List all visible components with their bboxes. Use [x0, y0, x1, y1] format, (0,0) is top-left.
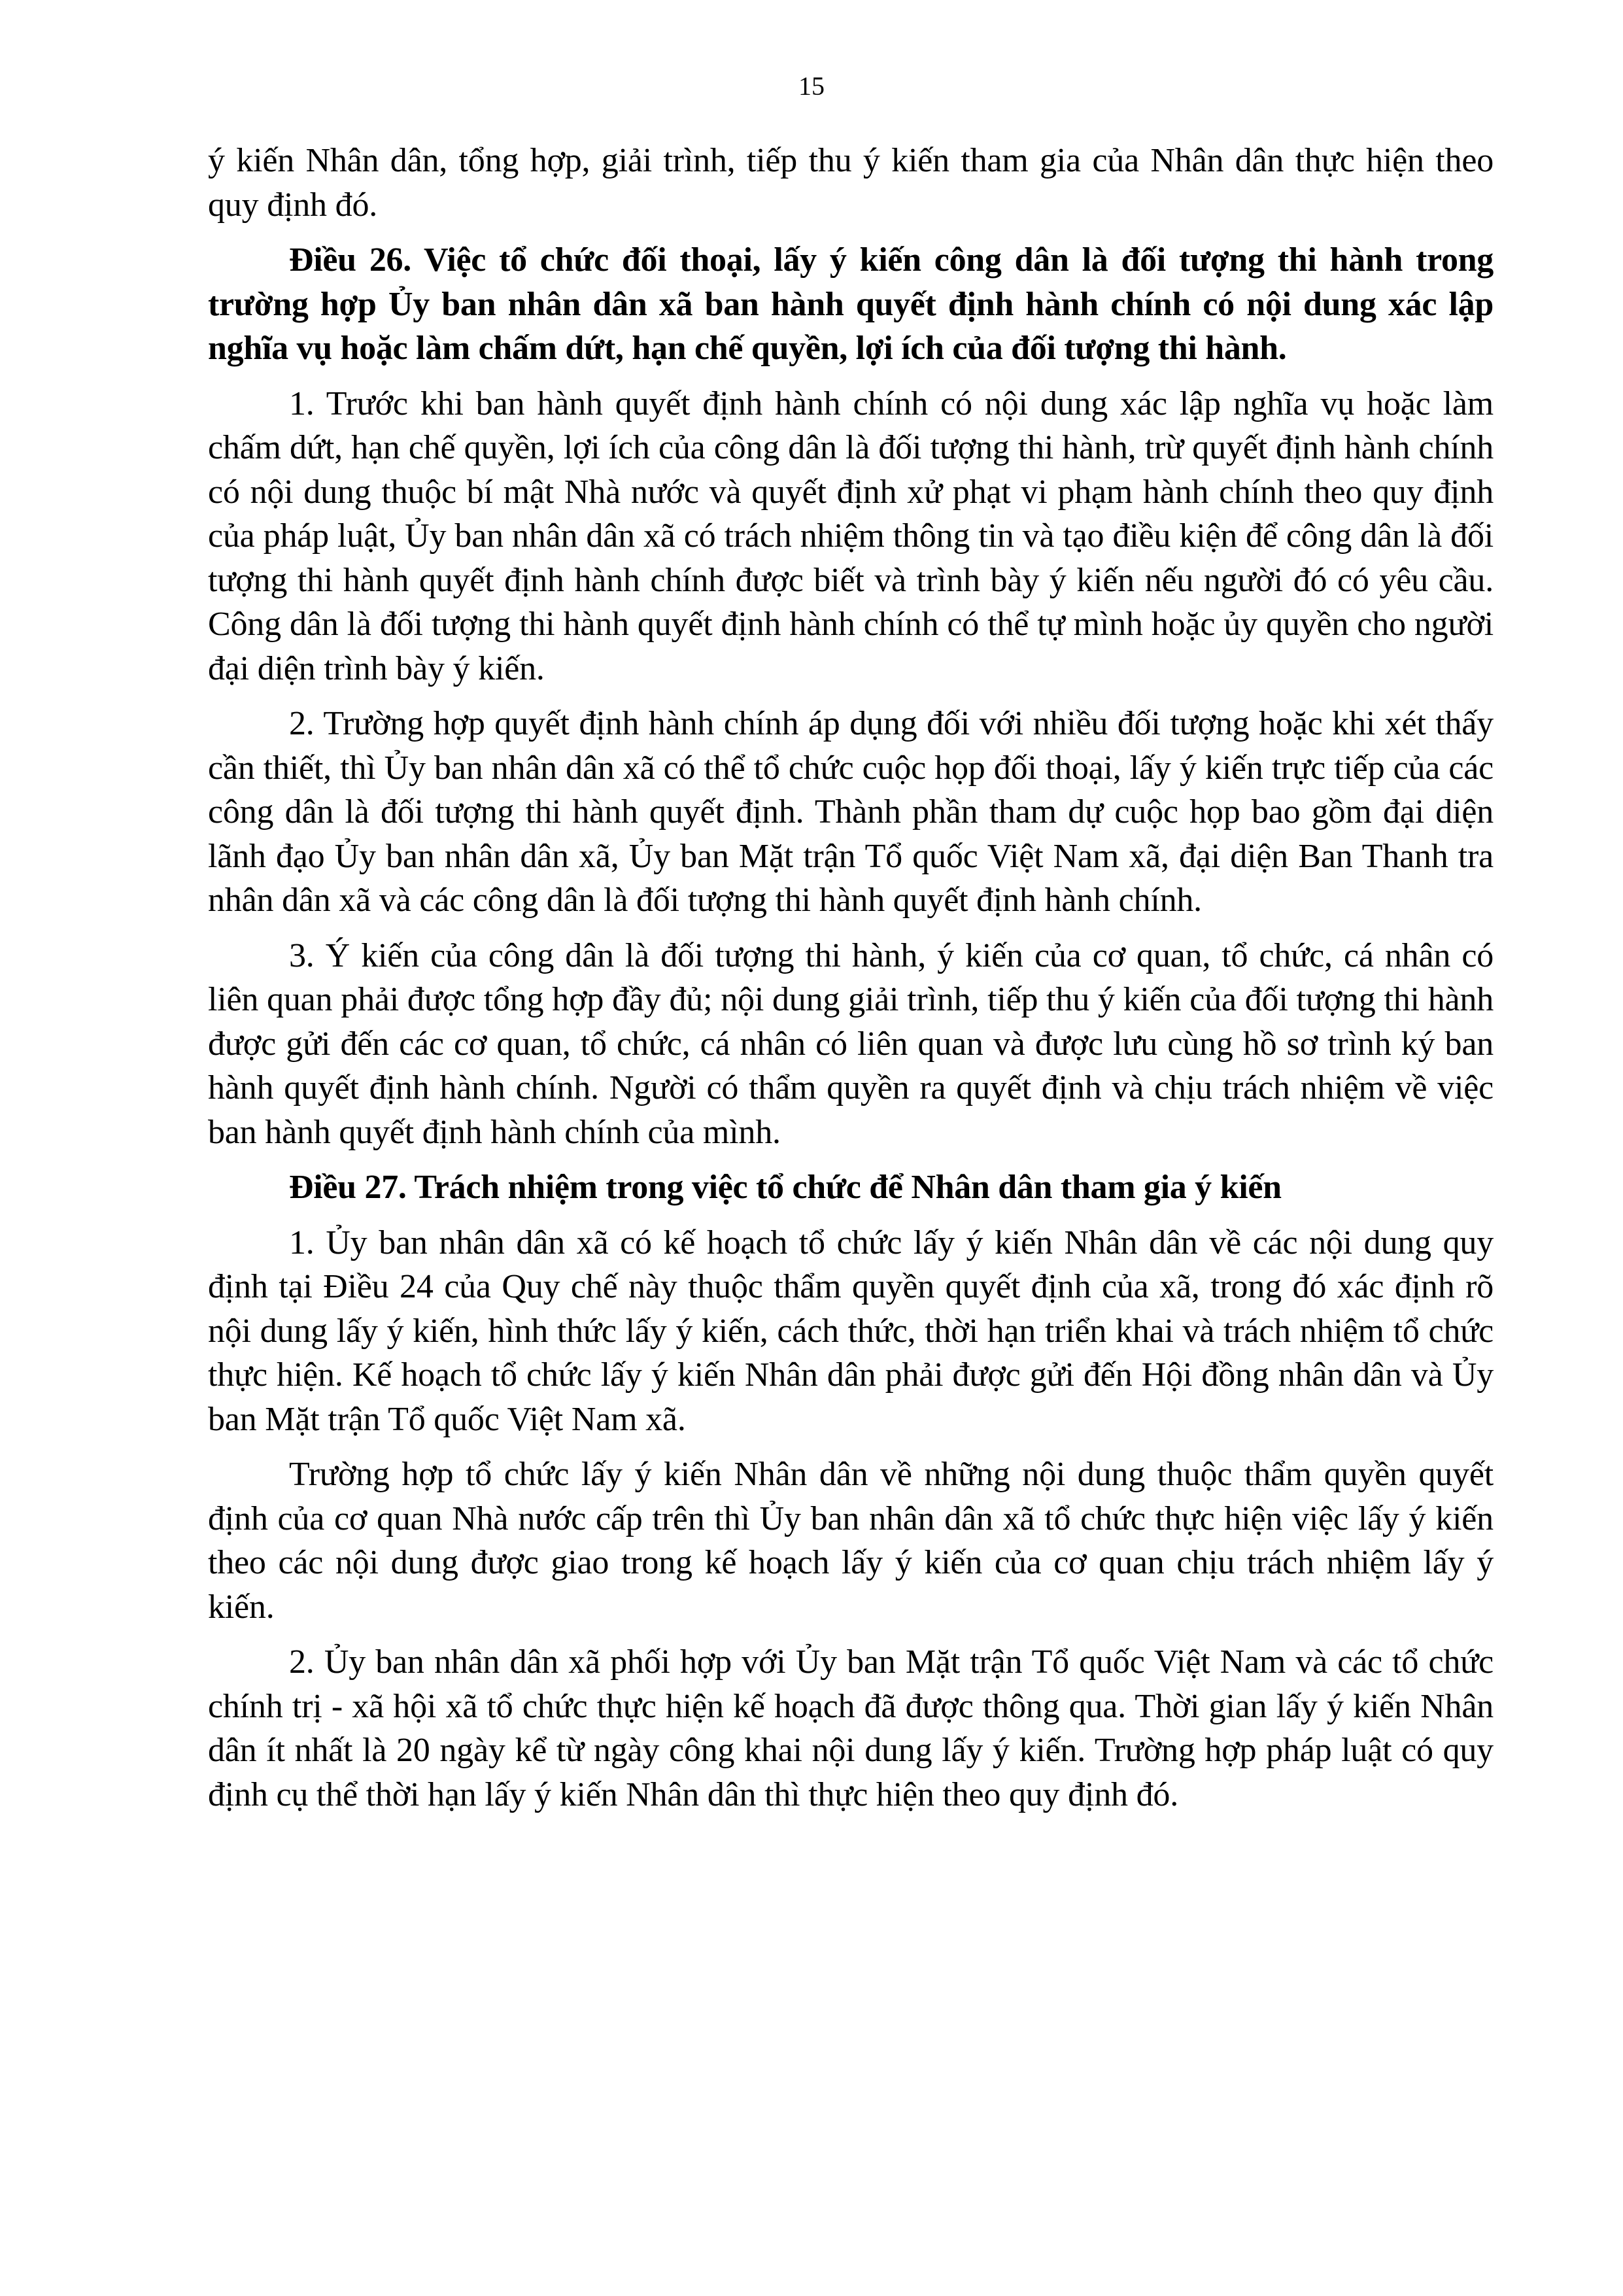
paragraph-continuation: ý kiến Nhân dân, tổng hợp, giải trình, tiếp thu ý kiến tham gia của Nhân dân thực hiện theo quy định đó. — [208, 142, 1494, 224]
article-27-clause-1-continuation: Trường hợp tổ chức lấy ý kiến Nhân dân về những nội dung thuộc thẩm quyền quyết định của cơ quan Nhà nước cấp trên thì Ủy ban nhân dân xã tổ chức thực hiện việc lấy ý kiến theo các nội dung được giao trong kế hoạch lấy ý kiến của cơ quan chịu trách nhiệm lấy ý kiến. — [208, 1456, 1494, 1626]
article-26-clause-2: 2. Trường hợp quyết định hành chính áp dụng đối với nhiều đối tượng hoặc khi xét thấy cần thiết, thì Ủy ban nhân dân xã có thể tổ chức cuộc họp đối thoại, lấy ý kiến trực tiếp của các công dân là đối tượng thi hành quyết định. Thành phần tham dự cuộc họp bao gồm đại diện lãnh đạo Ủy ban nhân dân xã, Ủy ban Mặt trận Tổ quốc Việt Nam xã, đại diện Ban Thanh tra nhân dân xã và các công dân là đối tượng thi hành quyết định hành chính. — [208, 705, 1494, 919]
article-27-clause-2: 2. Ủy ban nhân dân xã phối hợp với Ủy ban Mặt trận Tổ quốc Việt Nam và các tổ chức chính trị - xã hội xã tổ chức thực hiện kế hoạch đã được thông qua. Thời gian lấy ý kiến Nhân dân ít nhất là 20 ngày kể từ ngày công khai nội dung lấy ý kiến. Trường hợp pháp luật có quy định cụ thể thời hạn lấy ý kiến Nhân dân thì thực hiện theo quy định đó. — [208, 1643, 1494, 1813]
article-27-heading: Điều 27. Trách nhiệm trong việc tổ chức để Nhân dân tham gia ý kiến — [289, 1169, 1282, 1206]
article-26-clause-1: 1. Trước khi ban hành quyết định hành chính có nội dung xác lập nghĩa vụ hoặc làm chấm dứt, hạn chế quyền, lợi ích của công dân là đối tượng thi hành, trừ quyết định hành chính có nội dung thuộc bí mật Nhà nước và quyết định xử phạt vi phạm hành chính theo quy định của pháp luật, Ủy ban nhân dân xã có trách nhiệm thông tin và tạo điều kiện để công dân là đối tượng thi hành quyết định hành chính được biết và trình bày ý kiến nếu người đó có yêu cầu. Công dân là đối tượng thi hành quyết định hành chính có thể tự mình hoặc ủy quyền cho người đại diện trình bày ý kiến. — [208, 385, 1494, 687]
article-27-clause-1: 1. Ủy ban nhân dân xã có kế hoạch tổ chức lấy ý kiến Nhân dân về các nội dung quy định tại Điều 24 của Quy chế này thuộc thẩm quyền quyết định của xã, trong đó xác định rõ nội dung lấy ý kiến, hình thức lấy ý kiến, cách thức, thời hạn triển khai và trách nhiệm tổ chức thực hiện. Kế hoạch tổ chức lấy ý kiến Nhân dân phải được gửi đến Hội đồng nhân dân và Ủy ban Mặt trận Tổ quốc Việt Nam xã. — [208, 1224, 1494, 1438]
document-body — [208, 139, 1494, 1828]
page-number: 15 — [798, 71, 825, 101]
article-26-clause-3: 3. Ý kiến của công dân là đối tượng thi hành, ý kiến của cơ quan, tổ chức, cá nhân có liên quan phải được tổng hợp đầy đủ; nội dung giải trình, tiếp thu ý kiến của đối tượng thi hành được gửi đến các cơ quan, tổ chức, cá nhân có liên quan và được lưu cùng hồ sơ trình ký ban hành quyết định hành chính. Người có thẩm quyền ra quyết định và chịu trách nhiệm về việc ban hành quyết định hành chính của mình. — [208, 936, 1494, 1151]
article-26-heading: Điều 26. Việc tổ chức đối thoại, lấy ý kiến công dân là đối tượng thi hành trong trường hợp Ủy ban nhân dân xã ban hành quyết định hành chính có nội dung xác lập nghĩa vụ hoặc làm chấm dứt, hạn chế quyền, lợi ích của đối tượng thi hành. — [208, 241, 1494, 367]
